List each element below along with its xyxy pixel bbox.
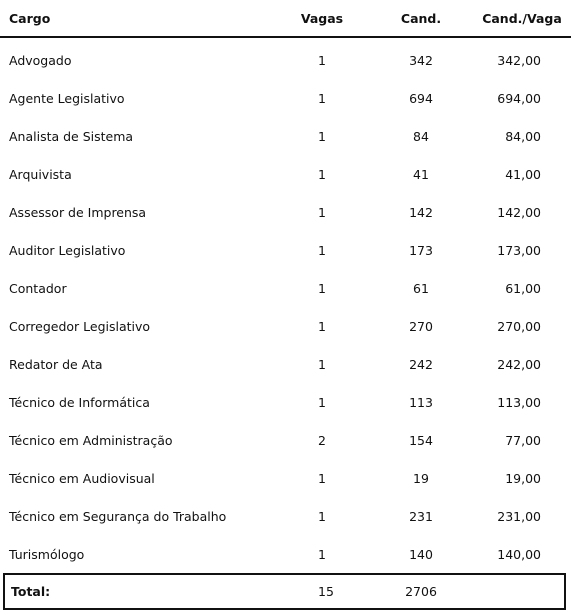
cargo-cell: Técnico em Audiovisual: [9, 470, 155, 486]
vagas-cell: 1: [318, 204, 326, 220]
cargo-cell: Corregedor Legislativo: [9, 318, 151, 334]
cargo-cell: Técnico em Segurança do Trabalho: [9, 508, 227, 524]
total-row: [3, 573, 566, 610]
cand-cell: 84: [413, 128, 429, 144]
vagas-cell: 1: [318, 242, 326, 258]
cand-per-vaga-cell: 270,00: [497, 318, 541, 334]
table-row: [0, 193, 571, 231]
vagas-cell: 1: [318, 128, 326, 144]
vagas-cell: 1: [318, 90, 326, 106]
header-cand: Cand.: [369, 0, 473, 37]
table-body: [0, 37, 571, 573]
total-vagas: 15: [318, 584, 334, 599]
cand-per-vaga-cell: 41,00: [505, 166, 541, 182]
cargo-cell: Arquivista: [9, 166, 72, 182]
header-cand-per-vaga: Cand./Vaga: [473, 0, 571, 37]
cand-per-vaga-cell: 84,00: [505, 128, 541, 144]
cargo-cell: Agente Legislativo: [9, 90, 125, 106]
cand-cell: 113: [409, 394, 433, 410]
vagas-cell: 1: [318, 52, 326, 68]
table-row: [0, 345, 571, 383]
cand-cell: 41: [413, 166, 429, 182]
vagas-cell: 1: [318, 470, 326, 486]
cand-per-vaga-cell: 173,00: [497, 242, 541, 258]
header-vagas: Vagas: [275, 0, 369, 37]
cargo-cell: Turismólogo: [9, 546, 85, 562]
total-label: Total:: [11, 584, 51, 599]
cand-per-vaga-cell: 231,00: [497, 508, 541, 524]
vagas-cell: 1: [318, 166, 326, 182]
table-row: [0, 383, 571, 421]
table-row: [0, 307, 571, 345]
table-row: [0, 231, 571, 269]
cand-cell: 173: [409, 242, 433, 258]
cargo-cell: Assessor de Imprensa: [9, 204, 147, 220]
cand-cell: 140: [409, 546, 433, 562]
cand-cell: 694: [409, 90, 433, 106]
table-row: [0, 117, 571, 155]
cand-per-vaga-cell: 140,00: [497, 546, 541, 562]
cand-per-vaga-cell: 61,00: [505, 280, 541, 296]
vagas-cell: 1: [318, 394, 326, 410]
vagas-cell: 1: [318, 508, 326, 524]
cargo-cell: Técnico em Administração: [9, 432, 173, 448]
cand-per-vaga-cell: 19,00: [505, 470, 541, 486]
cand-per-vaga-cell: 694,00: [497, 90, 541, 106]
cand-per-vaga-cell: 142,00: [497, 204, 541, 220]
total-cand: 2706: [405, 584, 437, 599]
table-row: [0, 269, 571, 307]
cargo-cell: Advogado: [9, 52, 72, 68]
table-row: [0, 459, 571, 497]
table-header-row: [0, 0, 571, 37]
cand-cell: 231: [409, 508, 433, 524]
cargo-cell: Técnico de Informática: [9, 394, 150, 410]
vagas-cell: 1: [318, 356, 326, 372]
vagas-cell: 2: [318, 432, 326, 448]
cargo-cell: Analista de Sistema: [9, 128, 134, 144]
table-row: [0, 37, 571, 79]
vagas-cell: 1: [318, 318, 326, 334]
cargo-cell: Redator de Ata: [9, 356, 103, 372]
vagas-cell: 1: [318, 546, 326, 562]
table-row: [0, 497, 571, 535]
cand-cell: 142: [409, 204, 433, 220]
cand-per-vaga-cell: 342,00: [497, 52, 541, 68]
cand-per-vaga-cell: 77,00: [505, 432, 541, 448]
cand-per-vaga-cell: 113,00: [497, 394, 541, 410]
table-row: [0, 155, 571, 193]
table-row: [0, 79, 571, 117]
header-cargo: Cargo: [0, 0, 275, 37]
vagas-cell: 1: [318, 280, 326, 296]
table-row: [0, 535, 571, 573]
cand-cell: 342: [409, 52, 433, 68]
cand-cell: 19: [413, 470, 429, 486]
cand-cell: 61: [413, 280, 429, 296]
cand-per-vaga-cell: 242,00: [497, 356, 541, 372]
table-row: [0, 421, 571, 459]
cargo-cell: Auditor Legislativo: [9, 242, 126, 258]
cand-cell: 242: [409, 356, 433, 372]
cand-cell: 270: [409, 318, 433, 334]
cand-cell: 154: [409, 432, 433, 448]
cargo-cell: Contador: [9, 280, 67, 296]
